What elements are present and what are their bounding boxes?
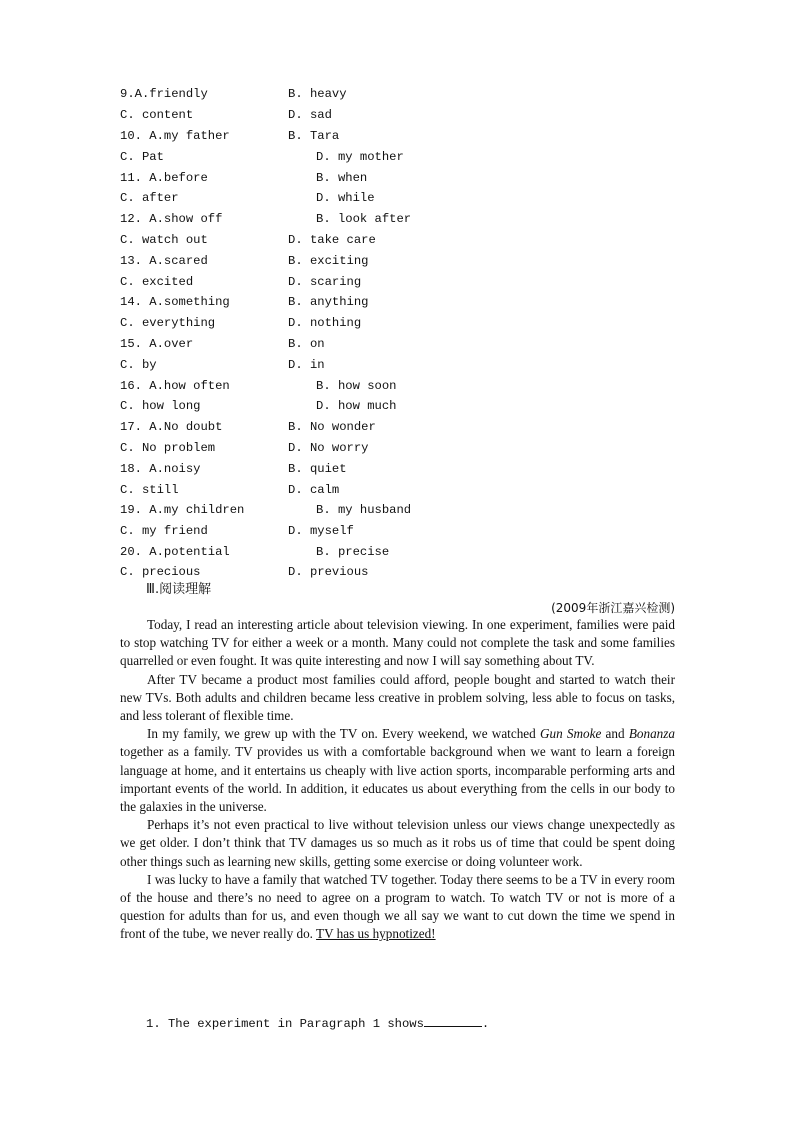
option-a: 9.A.friendly — [120, 87, 208, 101]
question-1 — [146, 1014, 489, 1034]
option-row — [120, 334, 680, 354]
underlined-sentence: TV has us hypnotized! — [316, 926, 436, 942]
paragraph-1: Today, I read an interesting article about television viewing. In one experiment, families were paid to stop watching TV for either a week or a month. Many could not complete the task and some families quarrelled or even fought. It was quite interesting and now I will say something about TV. — [120, 617, 675, 669]
option-row — [120, 500, 680, 520]
option-b: B. on — [288, 337, 325, 351]
option-row — [120, 376, 680, 396]
option-a: C. by — [120, 358, 157, 372]
option-b: D. nothing — [288, 316, 362, 330]
option-b: D. how much — [316, 399, 397, 413]
option-b: D. my mother — [316, 150, 404, 164]
option-a: C. how long — [120, 399, 201, 413]
option-a: 20. A.potential — [120, 545, 230, 559]
option-a: 15. A.over — [120, 337, 194, 351]
option-row — [120, 188, 680, 208]
option-row — [120, 147, 680, 167]
option-b: B. Tara — [288, 129, 340, 143]
paragraph-text: and — [601, 726, 629, 742]
option-a: 17. A.No doubt — [120, 420, 223, 434]
option-row — [120, 480, 680, 500]
answer-blank[interactable] — [424, 1014, 482, 1027]
option-row — [120, 355, 680, 375]
paragraph-3 — [120, 725, 675, 816]
option-a: 12. A.show off — [120, 212, 223, 226]
option-row — [120, 209, 680, 229]
option-row — [120, 562, 680, 582]
option-a: 18. A.noisy — [120, 462, 201, 476]
option-row — [120, 84, 680, 104]
option-row — [120, 396, 680, 416]
paragraph-text: together as a family. TV provides us with a comfortable background when we want to learn a foreign language at home, and it entertains us cheaply with live action sports, incomparable performing arts and important events of the world. In addition, it educates us about everything from the cells in our body to the galaxies in the universe. — [120, 744, 675, 815]
option-row — [120, 542, 680, 562]
option-a: 10. A.my father — [120, 129, 230, 143]
option-b: B. No wonder — [288, 420, 376, 434]
option-row — [120, 521, 680, 541]
option-a: 11. A.before — [120, 171, 208, 185]
option-b: D. while — [316, 191, 375, 205]
paragraph-text: I was lucky to have a family that watched TV together. Today there seems to be a TV in every room of the house and there’s no need to agree on a program to watch. To watch TV or not is more of a question for adults than for us, and even though we all say we want to cut down the time we spend in front of the tube, we never really do. — [120, 871, 675, 942]
option-row — [120, 168, 680, 188]
option-b: B. look after — [316, 212, 412, 226]
question-end: . — [481, 1017, 490, 1031]
option-row — [120, 313, 680, 333]
option-row — [120, 272, 680, 292]
option-a: C. precious — [120, 565, 201, 579]
option-b: D. take care — [288, 233, 376, 247]
option-b: D. myself — [288, 524, 354, 538]
option-b: B. quiet — [288, 462, 347, 476]
reading-passage — [120, 616, 675, 944]
option-b: D. previous — [288, 565, 369, 579]
option-row — [120, 459, 680, 479]
option-a: C. watch out — [120, 233, 208, 247]
section-title: Ⅲ.阅读理解 — [146, 582, 212, 597]
option-b: D. sad — [288, 108, 332, 122]
option-a: C. No problem — [120, 441, 216, 455]
option-b: B. exciting — [288, 254, 369, 268]
option-a: C. still — [120, 483, 179, 497]
option-a: 16. A.how often — [120, 379, 230, 393]
show-title: Bonanza — [628, 726, 675, 742]
option-a: C. after — [120, 191, 179, 205]
option-b: B. how soon — [316, 379, 397, 393]
option-a: 14. A.something — [120, 295, 230, 309]
paragraph-2: After TV became a product most families could afford, people bought and started to watch their new TVs. Both adults and children became less creative in problem solving, less able to focus on tasks, and less tolerant of flexible time. — [120, 671, 675, 724]
option-b: D. calm — [288, 483, 340, 497]
option-row — [120, 417, 680, 437]
option-b: B. heavy — [288, 87, 347, 101]
option-a: C. Pat — [120, 150, 164, 164]
option-a: C. everything — [120, 316, 216, 330]
option-b: D. No worry — [288, 441, 369, 455]
paragraph-5 — [120, 871, 675, 944]
option-b: B. anything — [288, 295, 369, 309]
option-row — [120, 438, 680, 458]
show-title: Gun Smoke — [539, 726, 602, 742]
option-b: B. precise — [316, 545, 390, 559]
option-a: 13. A.scared — [120, 254, 208, 268]
option-a: C. excited — [120, 275, 194, 289]
source-label: (2009年浙江嘉兴检测) — [551, 601, 675, 615]
option-row — [120, 230, 680, 250]
question-text: 1. The experiment in Paragraph 1 shows — [146, 1017, 424, 1031]
option-b: B. my husband — [316, 503, 412, 517]
option-row — [120, 105, 680, 125]
paragraph-text: In my family, we grew up with the TV on. Every weekend, we watched — [147, 726, 540, 742]
option-a: C. content — [120, 108, 194, 122]
option-row — [120, 251, 680, 271]
option-row — [120, 292, 680, 312]
option-b: D. in — [288, 358, 325, 372]
option-b: B. when — [316, 171, 368, 185]
option-a: C. my friend — [120, 524, 208, 538]
option-row — [120, 126, 680, 146]
option-b: D. scaring — [288, 275, 362, 289]
option-a: 19. A.my children — [120, 503, 245, 517]
paragraph-4: Perhaps it’s not even practical to live without television unless our views change unexpectedly as we get older. I don’t think that TV damages us so much as it robs us of time that could be spent doing other things such as learning new skills, getting some exercise or doing volunteer work. — [120, 817, 675, 869]
